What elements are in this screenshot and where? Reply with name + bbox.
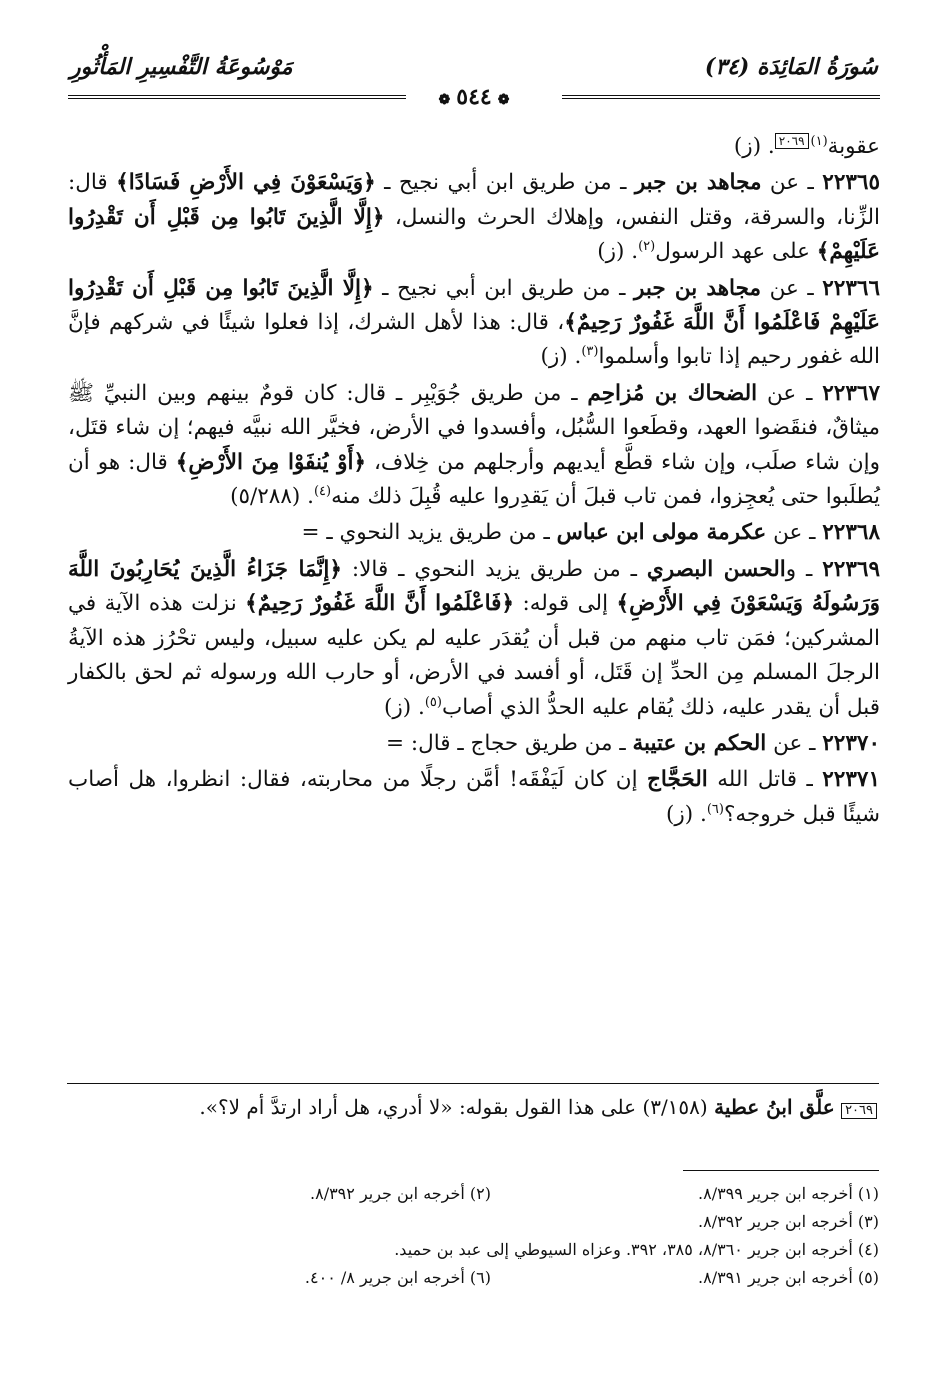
note-ref-box: ٢٠٦٩: [841, 1103, 877, 1119]
footnote-row: [67, 1180, 879, 1208]
footnote-marker: (٤): [313, 483, 332, 499]
text: ـ و: [785, 556, 823, 582]
footnote-1: (١) أخرجه ابن جرير ٨/٣٩٩.: [698, 1184, 879, 1203]
footnote-3: (٣) أخرجه ابن جرير ٨/٣٩٢.: [698, 1212, 879, 1231]
text: ـ من طريق جُوَيْبِر ـ قال: كان قومٌ بينهم وبين النبيِّ ﷺ ميثاقٌ، فنقَضوا العهد، وقطَعوا السُّبُل، وأفسدوا في الأرض، فخيَّر الله نبيَّه فيهم؛ إن شاء قتَل، وإن شاء صلَب، وإن شاء قطَّع أيديهم وأرجلهم من خِلاف،: [68, 380, 880, 475]
text: ـ من طريق يزيد النحوي ـ =: [301, 520, 557, 546]
quran-verse: ﴿إِنَّمَا جَزَاءُ الَّذِينَ يُحَارِبُونَ اللَّهَ وَرَسُولَهُ وَيَسْعَوْنَ فِي الأَرْضِ﴾: [68, 556, 881, 617]
paragraph-continuation: [68, 130, 880, 164]
footnote-marker: (٣): [581, 344, 599, 360]
text: ـ عن: [761, 275, 823, 301]
commentary-text: (٣/١٥٨) على هذا القول بقوله: «لا أدري، هل أراد ارتدَّ أم لا؟».: [199, 1095, 715, 1119]
text: ـ عن: [766, 730, 823, 756]
narration-22369: [68, 553, 880, 725]
source-tag: . (ز): [597, 239, 639, 265]
surah-title: سُورَةُ المَائِدَة (٣٤): [704, 54, 878, 80]
narration-number: ٢٢٣٦٦: [822, 275, 880, 301]
text: ، قال: هذا لأهل الشرك، إذا فعلوا شيئًا في شركهم فإنَّ الله غفور رحيم إذا تابوا وأسلموا: [68, 310, 880, 370]
book-title: مَوْسُوعَةُ التَّفْسِيرِ المَأْثُورِ: [70, 54, 293, 80]
text: ـ من طريق حجاج ـ قال: =: [386, 730, 633, 756]
main-text: [68, 130, 880, 832]
footnote-marker: (٢): [638, 239, 656, 255]
footnote-5: (٥) أخرجه ابن جرير ٨/٣٩١.: [698, 1268, 879, 1287]
narrator-name: الحَجَّاج: [647, 767, 708, 793]
footnotes: [67, 1180, 879, 1292]
narration-number: ٢٢٣٦٥: [822, 170, 881, 196]
commentator-name: علَّق ابنُ عطية: [714, 1095, 835, 1119]
narration-22365: [68, 166, 880, 269]
quran-verse: ﴿إِلَّا الَّذِينَ تَابُوا مِن قَبْلِ أَن تَقْدِرُوا عَلَيْهِمْ فَاعْلَمُوا أَنَّ اللَّهَ غَفُورٌ رَحِيمٌ﴾: [68, 275, 880, 336]
text: ـ عن: [757, 380, 823, 406]
narration-number: ٢٢٣٦٩: [822, 556, 880, 582]
footnote-row: [67, 1208, 879, 1236]
narrator-name: مجاهد بن جبر: [633, 275, 762, 301]
quran-verse: ﴿فَاعْلَمُوا أَنَّ اللَّهَ غَفُورٌ رَحِيمٌ﴾: [245, 591, 515, 617]
narration-22371: [68, 763, 880, 832]
text: ـ قاتل الله: [707, 767, 823, 793]
footnote-marker: (٥): [424, 694, 442, 710]
page-number: ٥٤٤: [456, 84, 492, 110]
source-tag: . (٥/٢٨٨): [230, 484, 314, 510]
text: قال: الزِّنا، والسرقة، وقتل النفس، وإهلاك الحرث والنسل،: [68, 170, 880, 230]
ornament-icon: ❁: [438, 92, 451, 108]
narration-22370: [68, 727, 880, 761]
footnote-6: (٦) أخرجه ابن جرير ٨/ ٤٠٠.: [304, 1268, 491, 1287]
footnote-row: [67, 1236, 879, 1264]
page-number-block: [68, 84, 880, 110]
narrator-name: الضحاك بن مُزاحِم: [587, 380, 758, 406]
narration-number: ٢٢٣٧٠: [822, 730, 880, 756]
narrator-name: عكرمة مولى ابن عباس: [556, 520, 767, 546]
quran-verse: ﴿أَوْ يُنفَوْا مِنَ الأَرْضِ﴾: [175, 449, 367, 475]
source-tag: . (ز): [733, 134, 775, 159]
text: ـ من طريق ابن أبي نجيح ـ: [375, 170, 635, 196]
narration-number: ٢٢٣٧١: [822, 767, 880, 793]
note-ref-box: ٢٠٦٩: [775, 133, 809, 149]
source-tag: . (ز): [384, 694, 425, 720]
narration-number: ٢٢٣٦٧: [822, 380, 880, 406]
text: ـ من طريق ابن أبي نجيح ـ: [373, 275, 634, 301]
text: نزلت هذه الآية في المشركين؛ فمَن تاب منهم من قبل أن يُقدَر عليه لم يكن عليه سبيل، وليس تحْرُز هذه الآيةُ الرجلَ المسلم مِن الحدِّ إن قَتَل، أو أفسد في الأرض، أو حارب الله ورسوله ثم لحق بالكفار قبل أن يقدر عليه، ذلك يُقام عليه الحدُّ الذي أصاب: [68, 591, 880, 720]
ornament-icon: ❁: [497, 92, 510, 108]
footnote-4: (٤) أخرجه ابن جرير ٨/٣٦٠، ٣٨٥، ٣٩٢. وعزاه السيوطي إلى عبد بن حميد.: [394, 1240, 879, 1259]
footnote-marker: (٦): [706, 801, 724, 817]
text: إن كان لَيَفْقَه! أمَّن رجلًا من محاربته، فقال: انظروا، هل أصاب شيئًا قبل خروجه؟: [68, 767, 880, 827]
text: ـ عن: [761, 170, 823, 196]
narration-number: ٢٢٣٦٨: [822, 520, 880, 546]
source-tag: . (ز): [540, 344, 582, 370]
text: عقوبة: [827, 134, 880, 159]
text: إلى قوله:: [514, 591, 617, 617]
narrator-name: مجاهد بن جبر: [634, 170, 762, 196]
text: ـ عن: [766, 520, 823, 546]
running-header: [68, 40, 880, 110]
footnote-marker: (١): [810, 133, 828, 149]
quran-verse: ﴿إِلَّا الَّذِينَ تَابُوا مِن قَبْلِ أَن تَقْدِرُوا عَلَيْهِمْ﴾: [68, 204, 880, 265]
text: على عهد الرسول: [655, 239, 817, 265]
commentary-divider: [67, 1083, 879, 1084]
narration-22366: [68, 272, 880, 375]
narration-22368: [68, 516, 880, 550]
text: ـ من طريق يزيد النحوي ـ قالا:: [342, 556, 647, 582]
footnote-divider: [683, 1170, 879, 1171]
text: قال: هو أن يُطلَبوا حتى يُعجِزوا، فمن تاب قبلَ أن يَقدِروا عليه قُبِلَ ذلك منه: [68, 449, 880, 510]
narration-22367: [68, 377, 880, 515]
narrator-name: الحكم بن عتيبة: [632, 730, 767, 756]
narrator-name: الحسن البصري: [646, 556, 786, 582]
footnote-2: (٢) أخرجه ابن جرير ٨/٣٩٢.: [310, 1184, 491, 1203]
commentary-note: [67, 1092, 879, 1122]
quran-verse: ﴿وَيَسْعَوْنَ فِي الأَرْضِ فَسَادًا﴾: [116, 170, 376, 196]
page: [68, 40, 881, 827]
footnote-row: [67, 1264, 879, 1292]
source-tag: . (ز): [666, 801, 707, 827]
